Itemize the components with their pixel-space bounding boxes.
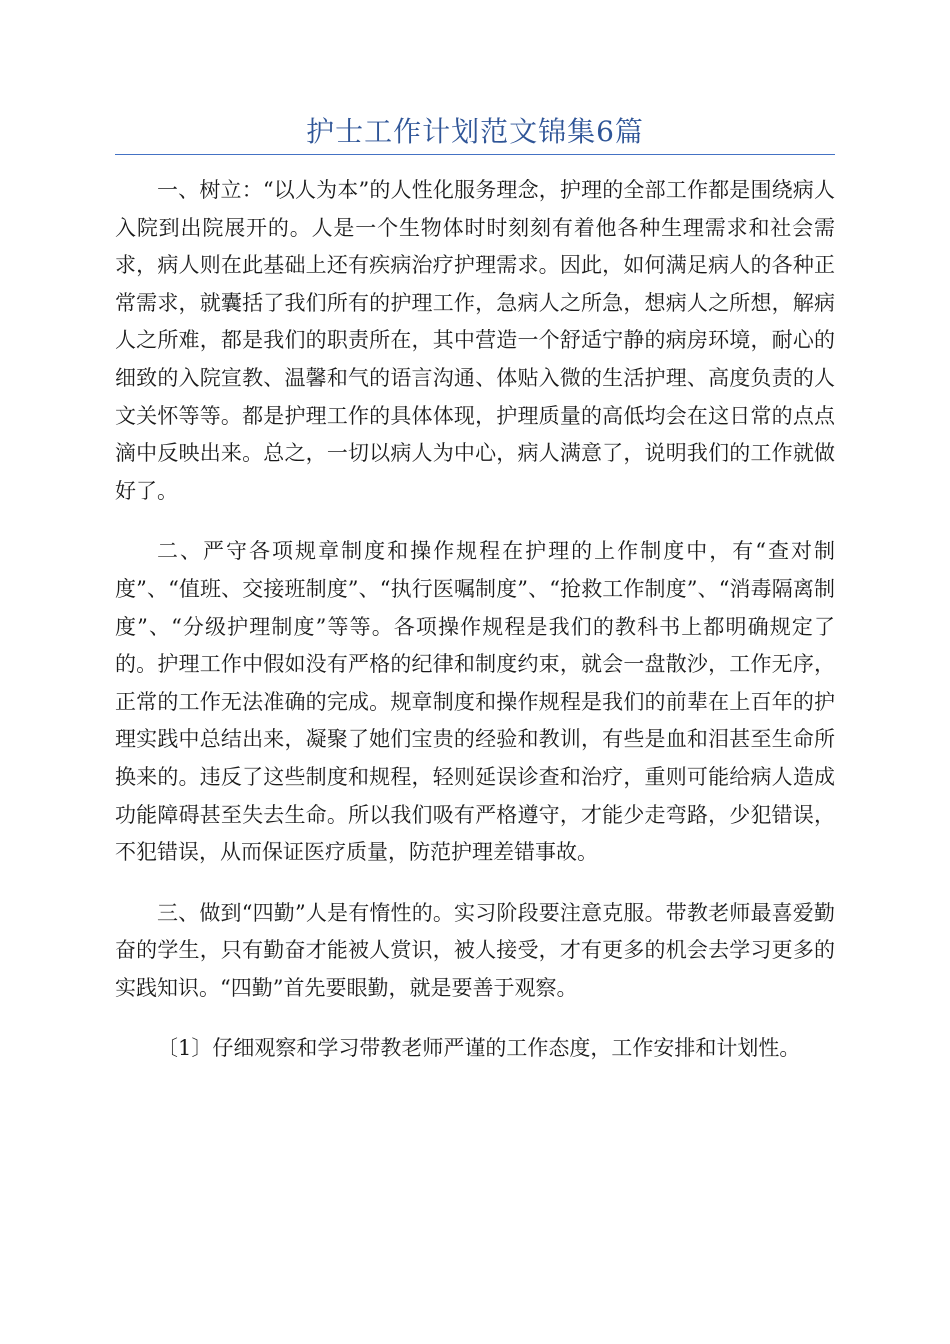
title-underline <box>115 154 835 155</box>
document-body <box>115 172 835 1091</box>
paragraph-3: 三、做到“四勤”人是有惰性的。实习阶段要注意克服。带教老师最喜爱勤奋的学生，只有勤奋才能被人赏识，被人接受，才有更多的机会去学习更多的实践知识。“四勤”首先要眼勤，就是要善于观察。 <box>115 900 835 1000</box>
paragraph-4: 〔1〕仔细观察和学习带教老师严谨的工作态度，工作安排和计划性。 <box>157 1036 801 1061</box>
paragraph-2: 二、严守各项规章制度和操作规程在护理的上作制度中，有“查对制度”、“值班、交接班制度”、“执行医嘱制度”、“抢救工作制度”、“消毒隔离制度”、“分级护理制度”等等。各项操作规程是我们的教科书上都明确规定了的。护理工作中假如没有严格的纪律和制度约束，就会一盘散沙，工作无序，正常的工作无法准确的完成。规章制度和操作规程是我们的前辈在上百年的护理实践中总结出来，凝聚了她们宝贵的经验和教训，有些是血和泪甚至生命所换来的。违反了这些制度和规程，轻则延误诊查和治疗，重则可能给病人造成功能障碍甚至失去生命。所以我们吸有严格遵守，才能少走弯路，少犯错误，不犯错误，从而保证医疗质量，防范护理差错事故。 <box>115 539 835 865</box>
document-title: 护士工作计划范文锦集6篇 <box>306 115 644 148</box>
paragraph-1: 一、树立：“以人为本”的人性化服务理念，护理的全部工作都是围绕病人入院到出院展开的。人是一个生物体时时刻刻有着他各种生理需求和社会需求，病人则在此基础上还有疾病治疗护理需求。因此，如何满足病人的各种正常需求，就囊括了我们所有的护理工作，急病人之所急，想病人之所想，解病人之所难，都是我们的职责所在，其中营造一个舒适宁静的病房环境，耐心的细致的入院宣教、温馨和气的语言沟通、体贴入微的生活护理、高度负责的人文关怀等等。都是护理工作的具体体现，护理质量的高低均会在这日常的点点滴中反映出来。总之，一切以病人为中心，病人满意了，说明我们的工作就做好了。 <box>115 178 835 503</box>
